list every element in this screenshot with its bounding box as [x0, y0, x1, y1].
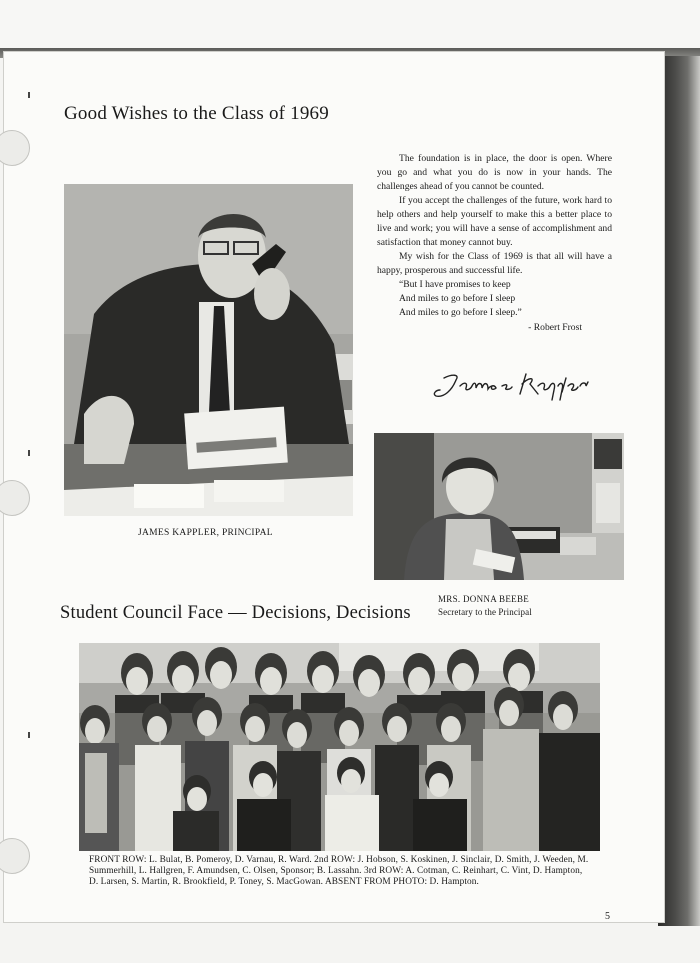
poem-line: And miles to go before I sleep.”: [399, 307, 522, 318]
margin-mark: [28, 450, 30, 456]
poem-line: And miles to go before I sleep: [399, 293, 516, 304]
poem-attribution: - Robert Frost: [528, 322, 582, 333]
poem-line: “But I have promises to keep: [399, 279, 511, 290]
signature: [430, 364, 590, 404]
binder-hole: [0, 480, 30, 516]
page-title: Good Wishes to the Class of 1969: [64, 103, 329, 124]
margin-mark: [28, 92, 30, 98]
page-edge-shadow: [658, 56, 700, 926]
margin-mark: [28, 732, 30, 738]
section-heading: Student Council Face — Decisions, Decisions: [60, 603, 411, 623]
principal-letter: [377, 152, 612, 335]
poem-quote: [377, 278, 612, 320]
secretary-title: Secretary to the Principal: [438, 607, 532, 617]
letter-paragraph: The foundation is in place, the door is open. Where you go and what you do is now in your hands. The challenges ahead of you cannot be counted.: [377, 153, 612, 192]
secretary-photo: [374, 433, 624, 580]
principal-photo: [64, 184, 353, 516]
secretary-name: MRS. DONNA BEEBE: [438, 594, 530, 604]
principal-caption: JAMES KAPPLER, PRINCIPAL: [138, 528, 273, 538]
binder-hole: [0, 838, 30, 874]
student-council-photo: [79, 643, 600, 851]
binder-hole: [0, 130, 30, 166]
scan-background: [0, 0, 700, 52]
letter-paragraph: My wish for the Class of 1969 is that all will have a happy, prosperous and successful life.: [377, 251, 612, 276]
page-number: 5: [605, 911, 610, 922]
letter-paragraph: If you accept the challenges of the future, work hard to help others and help yourself to make this a better place to live and work; you will have a sense of accomplishment and satisfaction that money cannot buy.: [377, 195, 612, 248]
student-roster-caption: FRONT ROW: L. Bulat, B. Pomeroy, D. Varnau, R. Ward. 2nd ROW: J. Hobson, S. Koskinen, J. Sinclair, D. Smith, J. Weeden, M. Summerhill, L. Hallgren, F. Amundsen, C. Olsen, Sponsor; B. Lassahn. 3rd ROW: A. Cotman, C. Reinhart, C. Vint, D. Hampton, D. Larsen, S. Martin, R. Brookfield, P. Toney, S. MacGowan. ABSENT FROM PHOTO: D. Hampton.: [89, 855, 589, 887]
